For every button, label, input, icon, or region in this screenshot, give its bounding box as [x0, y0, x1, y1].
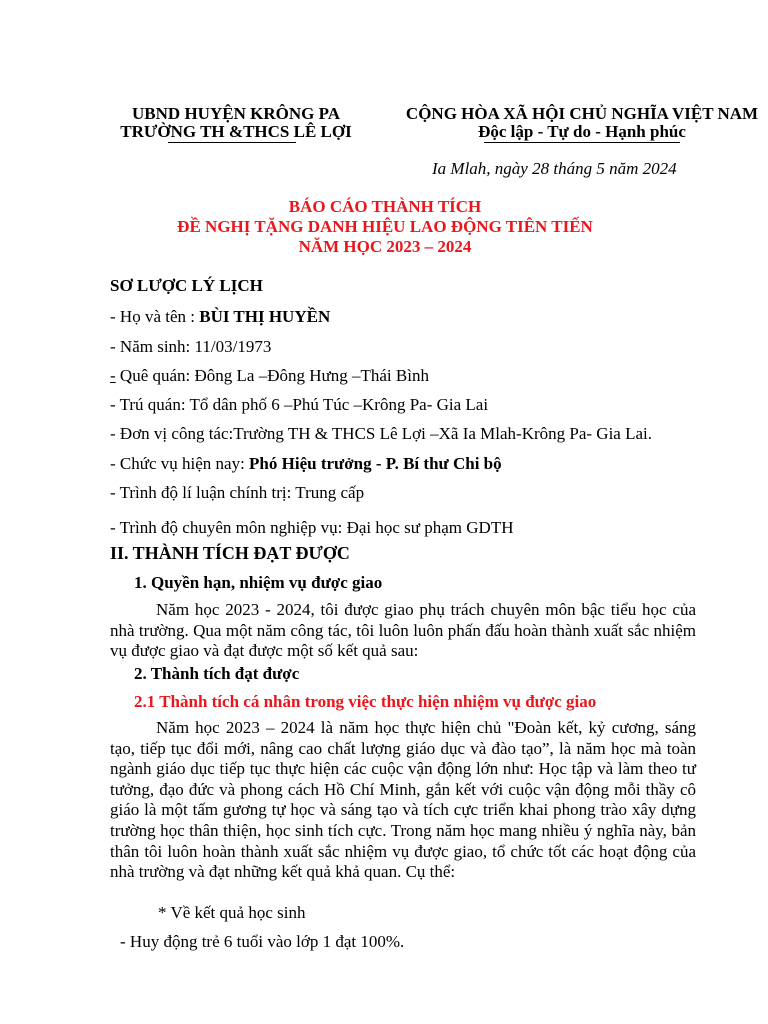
profile-residence: - Trú quán: Tổ dân phố 6 –Phú Túc –Krông Pa- Gia Lai: [110, 395, 489, 414]
report-subtitle: ĐỀ NGHỊ TẶNG DANH HIỆU LAO ĐỘNG TIÊN TIẾN: [177, 217, 593, 236]
school-name: TRƯỜNG TH &THCS LÊ LỢI: [120, 122, 352, 141]
achievements-paragraph: Năm học 2023 – 2024 là năm học thực hiện chủ "Đoàn kết, kỷ cương, sáng tạo, tiếp tục đổi mới, nâng cao chất lượng giáo dục và đào tạo”, là năm học mà toàn ngành giáo dục tiếp tục thực hiện các cuộc vận động lớn như: Học tập và làm theo tư tưởng, đạo đức và phong cách Hồ Chí Minh, gắn kết với cuộc vận động mỗi thầy cô giáo là một tấm gương tự học và sáng tạo và tích cực triển khai phong trào xây dựng trường học thân thiện, học sinh tích cực. Trong năm học mang nhiều ý nghĩa này, bản thân tôi luôn hoàn thành xuất sắc nhiệm vụ được giao, tổ chức tốt các hoạt động của nhà trường và đạt những kết quả khả quan. Cụ thể:: [110, 718, 696, 882]
profile-birth: - Năm sinh: 11/03/1973: [110, 337, 272, 356]
profile-workplace: - Đơn vị công tác:Trường TH & THCS Lê Lợi –Xã Ia Mlah-Krông Pa- Gia Lai.: [110, 424, 653, 443]
section-profile-heading: SƠ LƯỢC LÝ LỊCH: [110, 276, 263, 295]
profile-political: - Trình độ lí luận chính trị: Trung cấp: [110, 483, 365, 502]
achievements-subheading: 2. Thành tích đạt được: [134, 664, 300, 683]
profile-position: [110, 454, 502, 474]
date-line: Ia Mlah, ngày 28 tháng 5 năm 2024: [432, 159, 677, 178]
name-label: - Họ và tên :: [110, 307, 200, 326]
position-label: - Chức vụ hiện nay:: [110, 454, 250, 473]
national-title: CỘNG HÒA XÃ HỘI CHỦ NGHĨA VIỆT NAM: [405, 104, 759, 123]
profile-name: [110, 307, 330, 327]
duties-paragraph: Năm học 2023 - 2024, tôi được giao phụ trách chuyên môn bậc tiểu học của nhà trường. Qua một năm công tác, tôi luôn luôn phấn đấu hoàn thành xuất sắc nhiệm vụ được giao và đạt được một số kết quả sau:: [110, 600, 696, 661]
report-title: BÁO CÁO THÀNH TÍCH: [288, 197, 482, 216]
name-value: BÙI THỊ HUYỀN: [199, 307, 331, 326]
agency-name: UBND HUYỆN KRÔNG PA: [132, 104, 340, 123]
result-item: - Huy động trẻ 6 tuổi vào lớp 1 đạt 100%.: [120, 932, 405, 951]
hometown-dash: -: [110, 366, 116, 385]
profile-professional: - Trình độ chuyên môn nghiệp vụ: Đại học sư phạm GDTH: [110, 518, 514, 537]
motto-underline: [484, 142, 680, 143]
section-achievements-heading: II. THÀNH TÍCH ĐẠT ĐƯỢC: [110, 543, 350, 563]
national-motto: Độc lập - Tự do - Hạnh phúc: [478, 122, 686, 141]
school-name-underline: [168, 142, 296, 143]
position-value: Phó Hiệu trưởng - P. Bí thư Chi bộ: [249, 454, 502, 473]
personal-achievements-heading: 2.1 Thành tích cá nhân trong việc thực hiện nhiệm vụ được giao: [134, 692, 597, 711]
duties-heading: 1. Quyền hạn, nhiệm vụ được giao: [134, 573, 383, 592]
profile-hometown: [110, 366, 429, 386]
student-results-heading: * Về kết quả học sinh: [158, 903, 306, 922]
report-year: NĂM HỌC 2023 – 2024: [298, 237, 472, 256]
hometown-text: Quê quán: Đông La –Đông Hưng –Thái Bình: [115, 366, 429, 385]
